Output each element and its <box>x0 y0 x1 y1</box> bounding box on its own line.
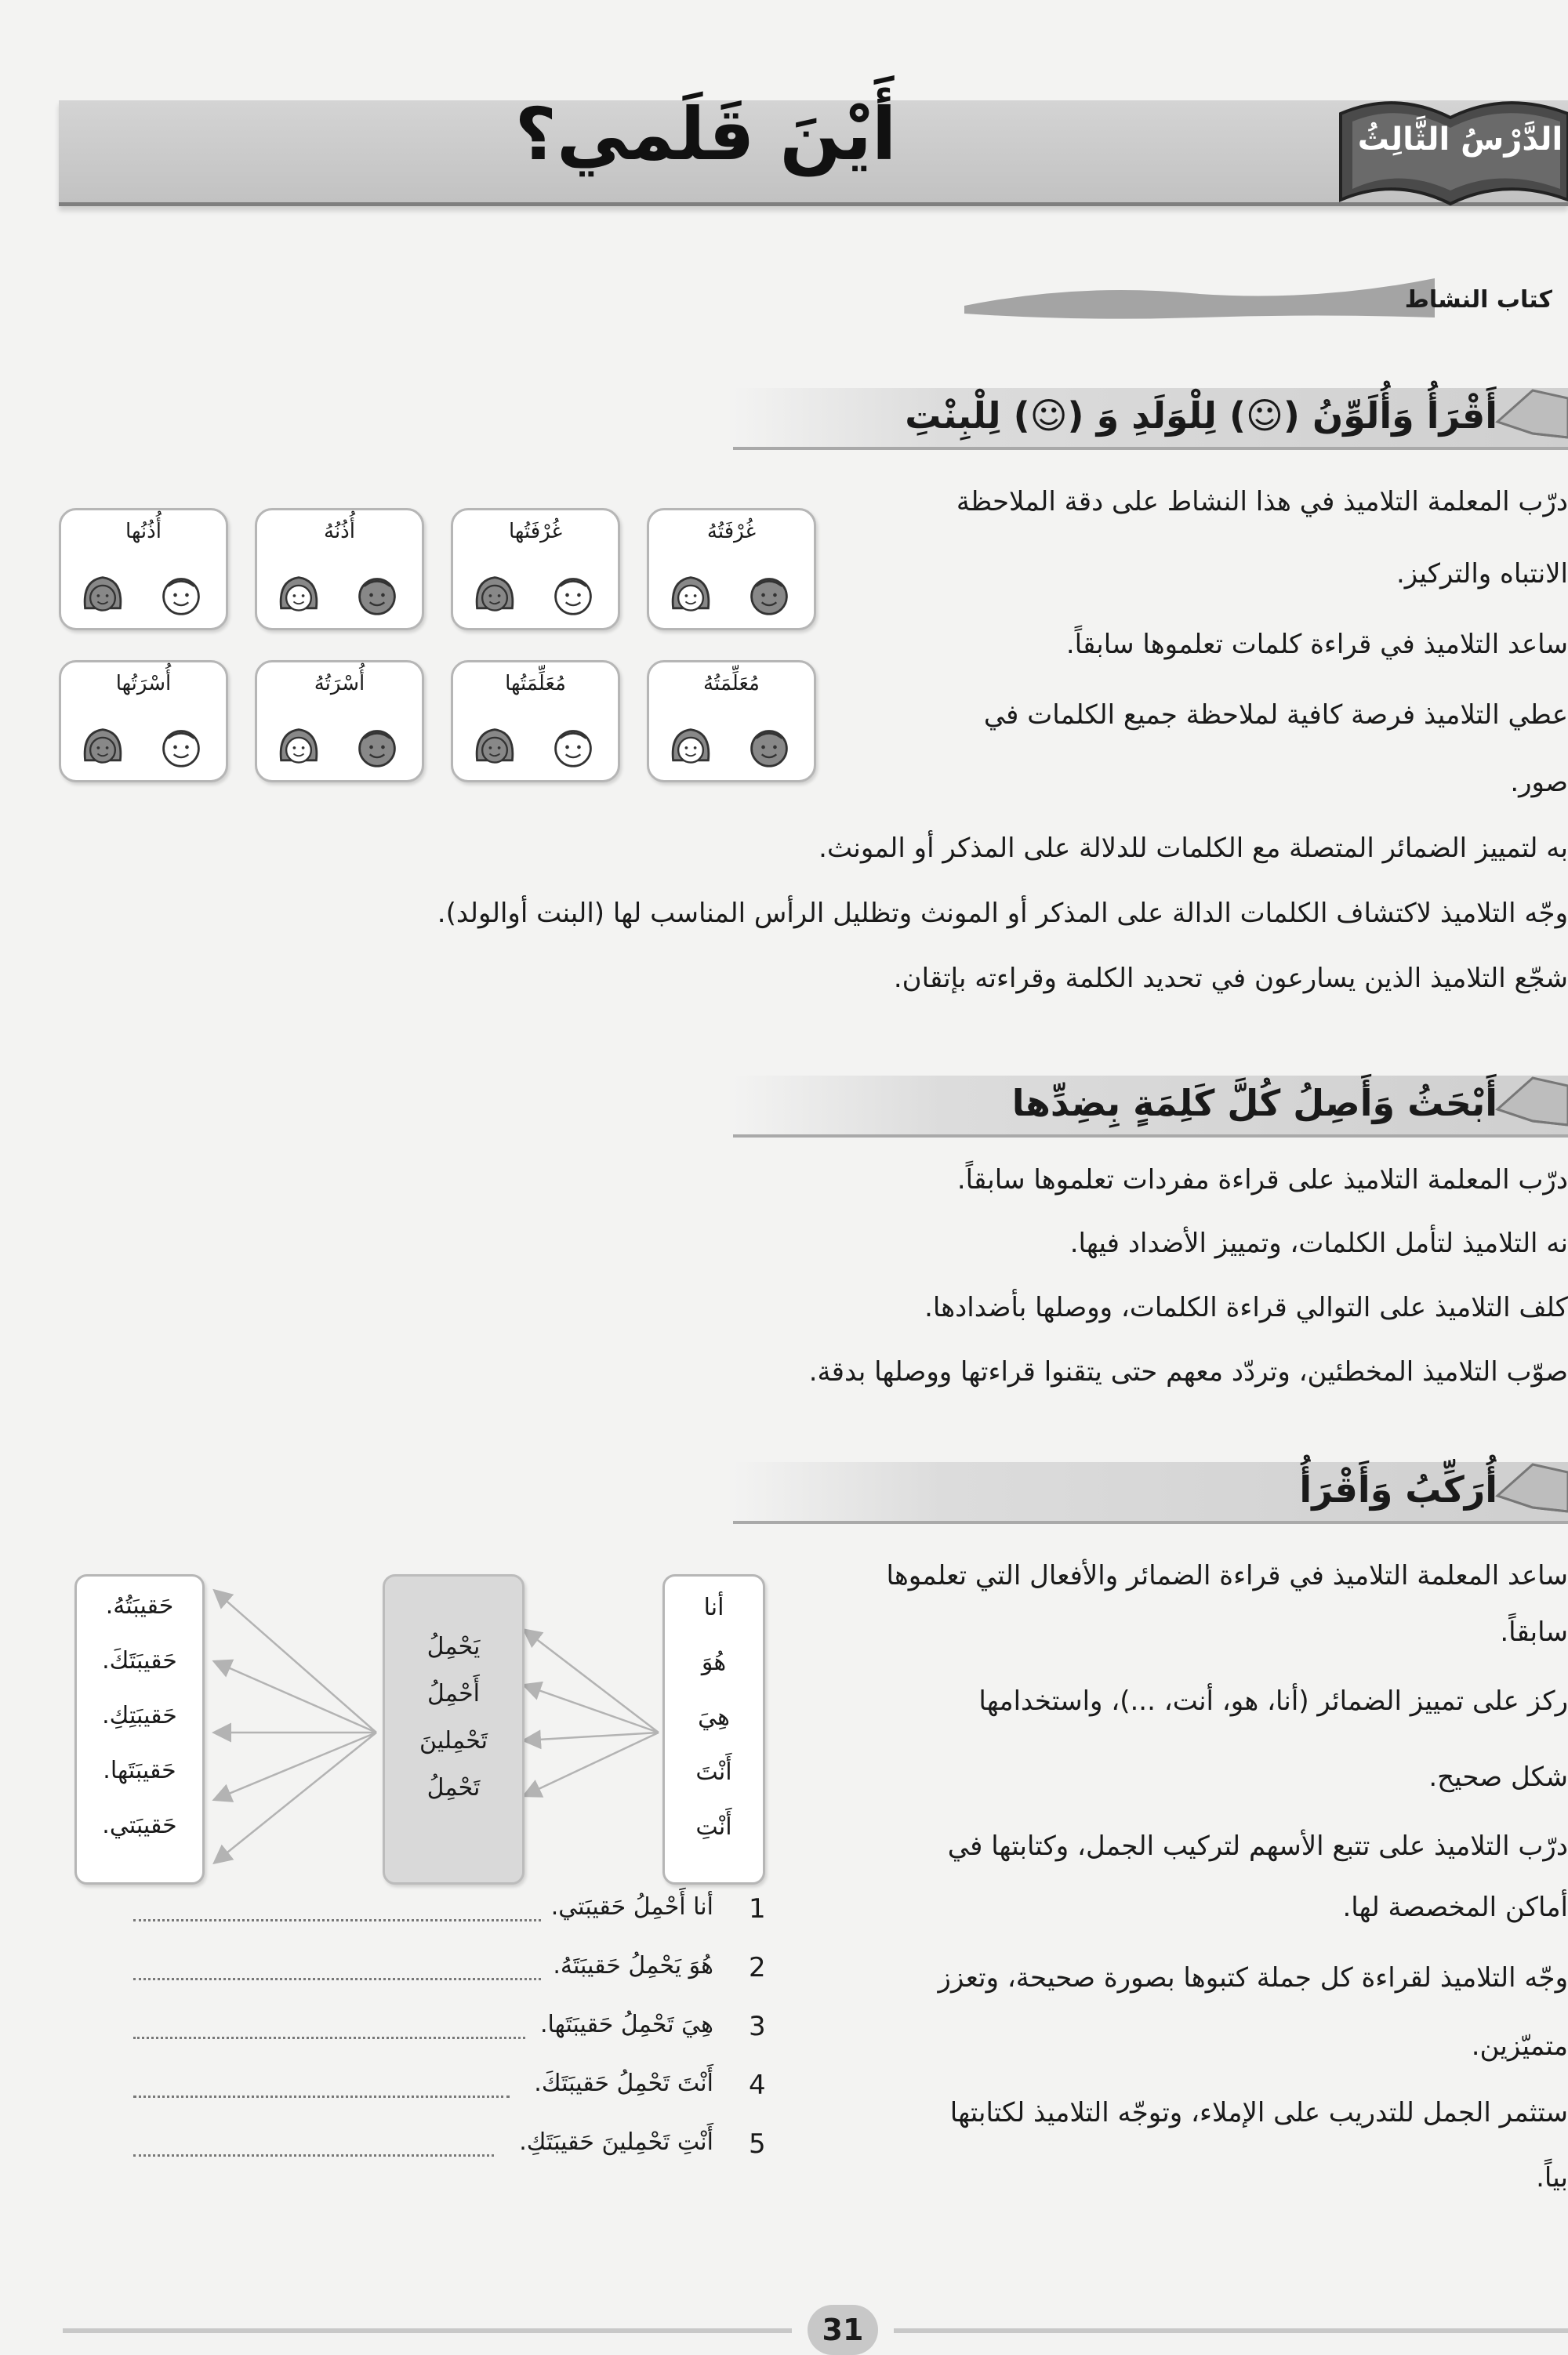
card-word: أُسْرَتُهُ <box>314 672 365 695</box>
girl-face-icon <box>277 725 321 769</box>
boy-face-icon <box>159 725 203 769</box>
boy-face-icon <box>355 573 399 617</box>
writing-line[interactable] <box>133 2037 525 2039</box>
girl-face-icon <box>669 573 713 617</box>
paragraph: درّب المعلمة التلاميذ في هذا النشاط على دقة الملاحظة <box>956 486 1568 517</box>
card-word: مُعَلِّمَتُهُ <box>703 672 760 695</box>
pronoun: أَنْتَ <box>695 1758 732 1786</box>
pronoun: أنا <box>703 1594 724 1621</box>
paragraph: عطي التلاميذ فرصة كافية لملاحظة جميع الكلمات في <box>983 699 1568 731</box>
bag-word: حَقيبَتِكِ. <box>102 1702 177 1729</box>
sentence-number: 5 <box>749 2128 766 2160</box>
verb-column <box>383 1574 524 1885</box>
paragraph: به لتمييز الضمائر المتصلة مع الكلمات للدلالة على المذكر أو المونث. <box>818 833 1568 864</box>
boy-face-icon <box>355 725 399 769</box>
section-title: أَقْرَأُ وَأُلَوِّنُ (☺) لِلْوَلَدِ وَ (☺) لِلْبِنْتِ <box>905 394 1497 437</box>
paragraph: صوّب التلاميذ المخطئين، وتردّد معهم حتى يتقنوا قراءتها ووصلها بدقة. <box>808 1356 1568 1388</box>
verb: أَحْمِلُ <box>427 1680 480 1707</box>
paragraph: وجّه التلاميذ لاكتشاف الكلمات الدالة على المذكر أو المونث وتظليل الرأس المناسب لها (البنت أوالولد). <box>437 898 1568 929</box>
page-title: أَيْنَ قَلَمي؟ <box>514 93 897 176</box>
book-icon <box>1494 1449 1568 1519</box>
lesson-label: الدَّرْسُ الثَّالِثُ <box>1357 122 1563 158</box>
writing-line[interactable] <box>133 2096 510 2098</box>
paragraph: ستثمر الجمل للتدريب على الإملاء، وتوجّه التلاميذ لكتابتها <box>949 2097 1568 2128</box>
section-header-1 <box>733 388 1568 450</box>
paragraph: متميّزين. <box>1471 2030 1568 2062</box>
sentence-text: أَنْتِ تَحْمِلينَ حَقيبَتَكِ. <box>519 2128 713 2156</box>
writing-line[interactable] <box>133 2154 494 2157</box>
paragraph: الانتباه والتركيز. <box>1396 558 1568 590</box>
writing-line[interactable] <box>133 1919 541 1921</box>
paragraph: شجّع التلاميذ الذين يسارعون في تحديد الكلمة وقراءته بإتقان. <box>893 963 1568 994</box>
boy-face-icon <box>551 725 595 769</box>
card-word: مُعَلِّمَتُها <box>505 672 566 695</box>
section-title: أَبْحَثُ وَأَصِلُ كُلَّ كَلِمَةٍ بِضِدِّها <box>1011 1082 1497 1124</box>
book-icon <box>1494 1062 1568 1133</box>
word-card[interactable] <box>647 660 816 782</box>
pronoun: هِيَ <box>698 1704 730 1731</box>
girl-face-icon <box>81 573 125 617</box>
page-number: 31 <box>822 2313 864 2347</box>
boy-face-icon <box>551 573 595 617</box>
sentence-number: 2 <box>749 1952 766 1983</box>
paragraph: ركز على تمييز الضمائر (أنا، هو، أنت، ...)، واستخدامها <box>978 1686 1568 1717</box>
word-card[interactable] <box>59 508 228 630</box>
boy-face-icon <box>747 725 791 769</box>
paragraph: ساعد التلاميذ في قراءة كلمات تعلموها سابقاً. <box>1065 629 1568 660</box>
verb: تَحْمِلُ <box>426 1774 481 1802</box>
girl-face-icon <box>81 725 125 769</box>
boy-face-icon <box>159 573 203 617</box>
section-header-2 <box>733 1076 1568 1138</box>
sentence-text: هِيَ تَحْمِلُ حَقيبَتَها. <box>539 2011 713 2038</box>
girl-face-icon <box>473 725 517 769</box>
activity-book-label: كتاب النشاط <box>1404 286 1552 314</box>
word-card[interactable] <box>255 508 424 630</box>
paragraph: نه التلاميذ لتأمل الكلمات، وتمييز الأضداد فيها. <box>1069 1228 1568 1259</box>
bag-word: حَقيبَتُهُ. <box>105 1592 174 1620</box>
card-word: غُرْفَتُها <box>508 520 563 543</box>
card-word: أُذُنُها <box>125 520 162 543</box>
sentence-number: 3 <box>749 2011 766 2042</box>
word-card[interactable] <box>255 660 424 782</box>
sentence-text: أَنْتَ تَحْمِلُ حَقيبَتَكَ. <box>534 2070 713 2097</box>
paragraph: درّب المعلمة التلاميذ على قراءة مفردات تعلموها سابقاً. <box>956 1164 1568 1196</box>
pronoun: هُوَ <box>701 1649 727 1676</box>
sentence-number: 1 <box>749 1893 766 1925</box>
girl-face-icon <box>669 725 713 769</box>
card-word: أُذُنُهُ <box>324 520 355 543</box>
paragraph: شكل صحيح. <box>1428 1762 1568 1793</box>
paragraph: بياً. <box>1536 2162 1568 2194</box>
bag-word: حَقيبَتَكَ. <box>102 1647 177 1675</box>
paragraph: أماكن المخصصة لها. <box>1342 1892 1568 1923</box>
sentence-number: 4 <box>749 2070 766 2101</box>
boy-face-icon <box>747 573 791 617</box>
section-title: أُرَكِّبُ وَأَقْرَأُ <box>1299 1468 1497 1511</box>
footer-line <box>894 2328 1568 2333</box>
word-card[interactable] <box>451 660 620 782</box>
paragraph: درّب التلاميذ على تتبع الأسهم لتركيب الجمل، وكتابتها في <box>947 1831 1568 1862</box>
bag-column <box>74 1574 205 1885</box>
paragraph: سابقاً. <box>1500 1617 1568 1648</box>
sentence-text: أنا أَحْمِلُ حَقيبَتي. <box>550 1893 713 1921</box>
verb: يَحْمِلُ <box>426 1633 481 1660</box>
paragraph: ساعد المعلمة التلاميذ في قراءة الضمائر والأفعال التي تعلموها <box>886 1560 1568 1591</box>
girl-face-icon <box>473 573 517 617</box>
sentence-text: هُوَ يَحْمِلُ حَقيبَتَهُ. <box>553 1952 713 1979</box>
card-word: غُرْفَتُهُ <box>706 520 757 543</box>
word-card[interactable] <box>59 660 228 782</box>
word-card[interactable] <box>647 508 816 630</box>
book-icon <box>1494 375 1568 445</box>
footer-line <box>63 2328 792 2333</box>
pronoun-column <box>662 1574 765 1885</box>
pronoun: أَنْتِ <box>695 1813 732 1841</box>
writing-line[interactable] <box>133 1978 541 1980</box>
bag-word: حَقيبَتي. <box>102 1812 177 1839</box>
verb: تَحْمِلينَ <box>419 1727 488 1754</box>
girl-face-icon <box>277 573 321 617</box>
bag-word: حَقيبَتَها. <box>103 1757 176 1784</box>
paragraph: صور. <box>1510 767 1568 798</box>
card-word: أُسْرَتُها <box>115 672 172 695</box>
paragraph: وجّه التلاميذ لقراءة كل جملة كتبوها بصورة صحيحة، وتعزز <box>938 1962 1568 1994</box>
section-header-3 <box>733 1462 1568 1524</box>
word-card[interactable] <box>451 508 620 630</box>
paragraph: كلف التلاميذ على التوالي قراءة الكلمات، ووصلها بأضدادها. <box>924 1292 1568 1323</box>
